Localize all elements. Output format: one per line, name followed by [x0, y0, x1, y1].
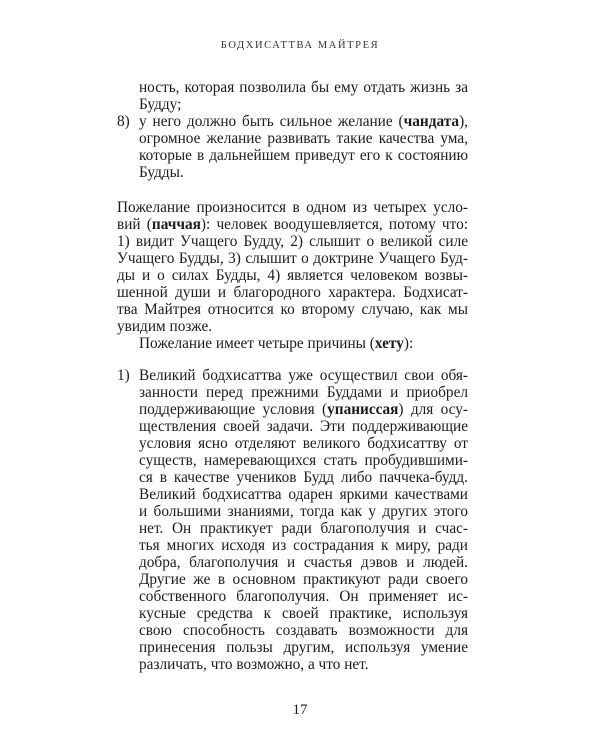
text-run: ды и о силах Будды, 4) является человеком возвы- [117, 267, 468, 284]
text-line [139, 520, 468, 537]
text-run: собственного благополучия. Он применяет ис- [139, 588, 468, 605]
text-line [139, 452, 468, 469]
text-line [139, 537, 468, 554]
text-line [117, 199, 468, 216]
bold-term: паччая [151, 216, 201, 233]
text-run: свою способность создавать возможности для [139, 622, 468, 639]
text-run: Пожелание произносится в одном из четырех усло- [117, 199, 468, 216]
text-run: 1) видит Учащего Будду, 2) слышит о великой силе [117, 233, 468, 250]
text-run: которые в дальнейшем приведут его к состоянию [139, 147, 468, 164]
text-run: Великий бодхисаттва одарен яркими качествами [139, 486, 468, 503]
bold-term: упанисcая [327, 401, 399, 418]
text-run: ): [403, 335, 414, 352]
text-run: ) для осу- [398, 401, 468, 418]
text-line [117, 233, 468, 250]
running-head: БОДХИСАТТВА МАЙТРЕЯ [220, 40, 380, 51]
text-run: существ, намеревающихся стать пробудившими- [139, 452, 468, 469]
page-number: 17 [292, 702, 308, 718]
text-line [139, 435, 468, 452]
text-run: ), [459, 113, 468, 130]
list-number: 8) [117, 113, 130, 130]
text-run: занности перед прежними Буддами и приобрел [139, 384, 468, 401]
text-line [139, 147, 468, 164]
text-line [139, 571, 468, 588]
text-run: поддерживающие условия ( [139, 401, 328, 418]
text-run: Будды. [139, 164, 184, 181]
text-run: огромное желание развивать такие качества ума, [139, 130, 468, 147]
text-run: вий ( [117, 216, 152, 233]
text-line [139, 554, 468, 571]
text-line [139, 503, 468, 520]
text-line [139, 418, 468, 435]
text-line [139, 335, 468, 352]
bold-term: хету [374, 335, 404, 352]
list-number: 1) [117, 367, 130, 384]
text-line [139, 113, 468, 130]
text-line [139, 79, 468, 96]
text-line [139, 588, 468, 605]
text-run: нет. Он практикует ради благополучия и счас- [139, 520, 468, 537]
text-run: принесения пользы другим, используя умение [139, 639, 468, 656]
text-line [117, 267, 468, 284]
text-line [139, 130, 468, 147]
text-line [139, 639, 468, 656]
text-run: условия ясно отделяют великого бодхисаттву от [139, 435, 468, 452]
text-line [139, 384, 468, 401]
bold-term: чандата [403, 113, 460, 130]
text-line [117, 250, 468, 267]
text-run: шенной души и благородного характера. Бодхисат- [117, 284, 468, 301]
text-run: кусные средства к своей практике, используя [139, 605, 468, 622]
text-run: Учащего Будды, 3) слышит о доктрине Учащего Буд- [117, 250, 468, 267]
text-line [139, 469, 468, 486]
text-line [117, 284, 468, 301]
text-line [117, 318, 468, 335]
text-line [139, 96, 468, 113]
text-line [117, 301, 468, 318]
text-run: различать, что возможно, а что нет. [139, 656, 369, 673]
text-line [139, 164, 468, 181]
text-run: ся в качестве учеников Будд либо паччека-будд. [139, 469, 468, 486]
text-run: у него должно быть сильное желание ( [139, 113, 404, 130]
text-line [139, 605, 468, 622]
text-run: Великий бодхисаттва уже осуществил свои обя- [139, 367, 468, 384]
text-run: увидим позже. [117, 318, 213, 335]
text-run: ность, которая позволила бы ему отдать жизнь за [139, 79, 468, 96]
text-run: Будду; [139, 96, 182, 113]
text-line [139, 486, 468, 503]
text-line [117, 216, 468, 233]
text-run: и большими знаниями, тогда как у других этого [139, 503, 468, 520]
text-line [139, 622, 468, 639]
text-run: ): человек воодушевляется, потому что: [200, 216, 468, 233]
text-run: добра, благополучия и счастья дэвов и людей. [139, 554, 468, 571]
text-run: ществления своей задачи. Эти поддерживающие [139, 418, 468, 435]
text-run: Пожелание имеет четыре причины ( [139, 335, 375, 352]
text-run: Другие же в основном практикуют ради своего [139, 571, 468, 588]
text-run: тья многих исходя из сострадания к миру, ради [139, 537, 468, 554]
text-line [139, 656, 468, 673]
text-line [139, 401, 468, 418]
text-run: тва Майтрея относится ко второму случаю, как мы [117, 301, 468, 318]
text-line [139, 367, 468, 384]
